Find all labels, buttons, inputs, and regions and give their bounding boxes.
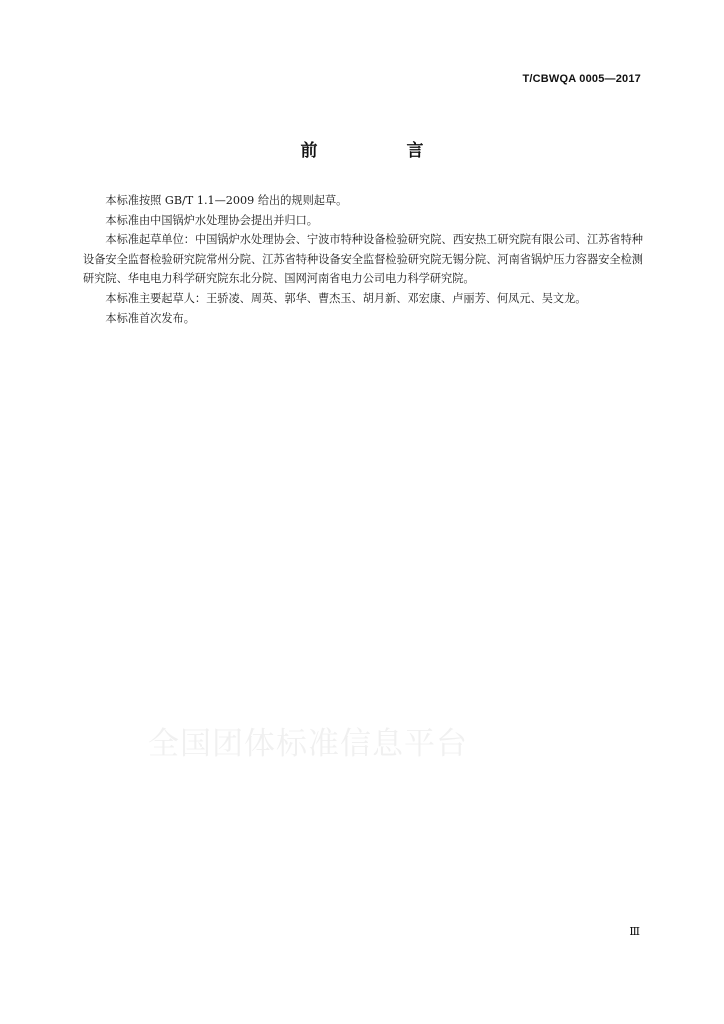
page-number: Ⅲ bbox=[629, 925, 640, 938]
paragraph-drafters: 本标准主要起草人：王骄凌、周英、郭华、曹杰玉、胡月新、邓宏康、卢丽芳、何凤元、吴文龙。 bbox=[105, 291, 587, 305]
paragraph-drafting-units: 本标准起草单位：中国锅炉水处理协会、宁波市特种设备检验研究院、西安热工研究院有限公司、江苏省特种设备安全监督检验研究院常州分院、江苏省特种设备安全监督检验研究院无锡分院、河南省锅炉压力容器安全检测研究院、华电电力科学研究院东北分院、国网河南省电力公司电力科学研究院。 bbox=[83, 233, 643, 286]
foreword-body bbox=[83, 191, 643, 328]
page-title: 前 言 bbox=[300, 141, 460, 161]
paragraph-drafting-rules: 本标准按照 GB/T 1.1—2009 给出的规则起草。 bbox=[105, 194, 348, 207]
standard-code: T/CBWQA 0005—2017 bbox=[522, 73, 641, 85]
paragraph-proposer: 本标准由中国锅炉水处理协会提出并归口。 bbox=[105, 213, 318, 227]
watermark: 全国团体标准信息平台 bbox=[148, 726, 468, 762]
paragraph-first-release: 本标准首次发布。 bbox=[105, 311, 195, 325]
